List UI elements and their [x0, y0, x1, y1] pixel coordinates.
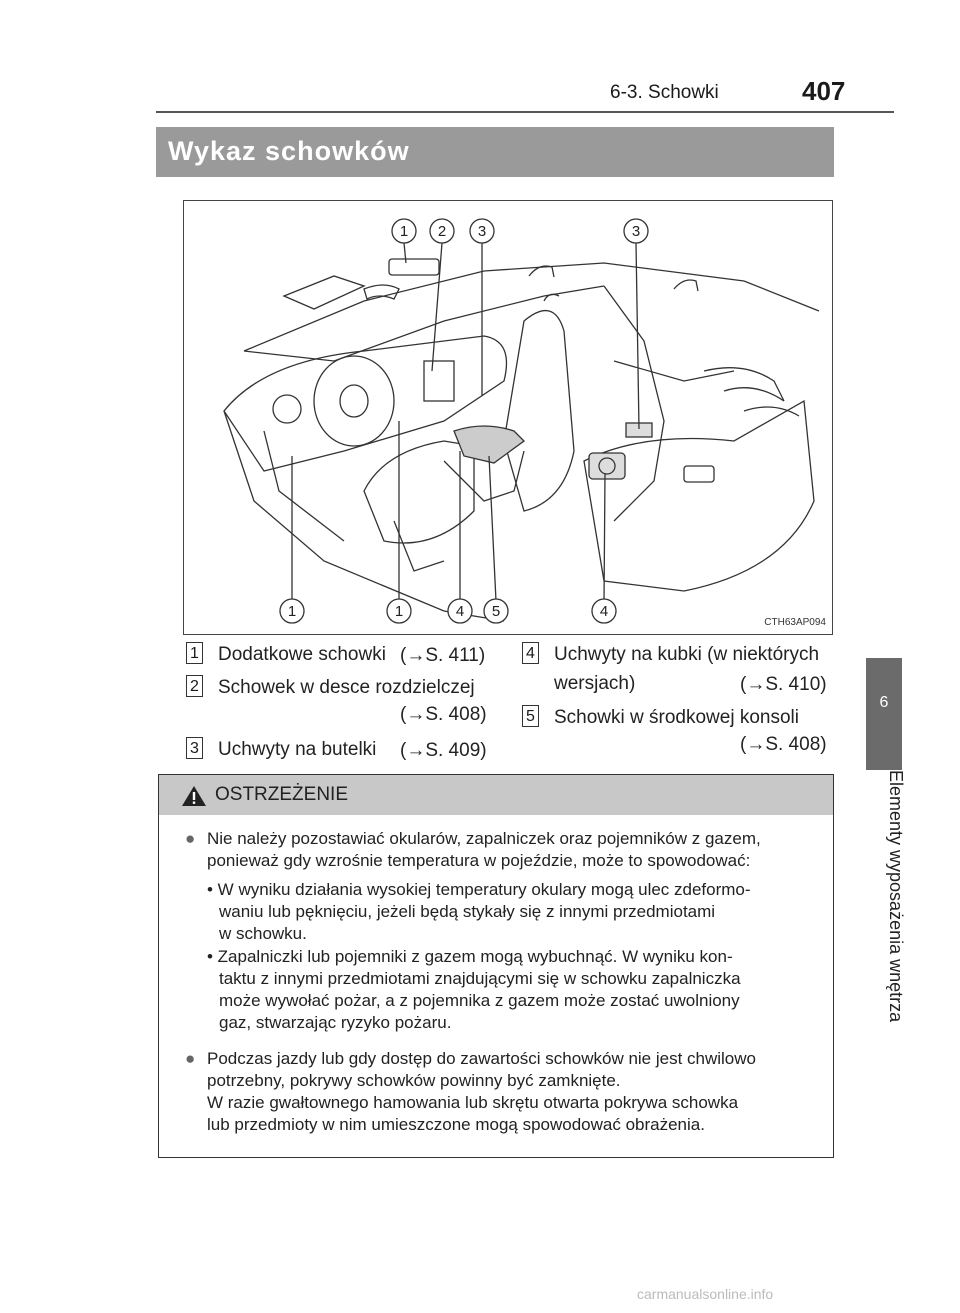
- rear-seat: [584, 401, 814, 591]
- roof-line: [244, 263, 819, 351]
- legend-number: 5: [522, 705, 539, 727]
- legend-item-ref: (→S. 409): [400, 740, 487, 761]
- warning-title: OSTRZEŻENIE: [215, 784, 349, 805]
- leader-4b-bottom: [604, 473, 605, 601]
- warning-subpoint-1: • W wyniku działania wysokiej temperatury okulary mogą ulec zdeformo- waniu lub pęknięciu, jeżeli będą stykały się z innymi przedmiotami w schowku.: [207, 880, 751, 943]
- legend-number: 4: [522, 642, 539, 664]
- glovebox: [424, 361, 454, 401]
- bullet-dot: ●: [185, 829, 196, 848]
- rear-cup-holder: [589, 453, 625, 479]
- header-rule: [156, 111, 894, 113]
- sun-visor: [284, 276, 364, 309]
- legend-number: 1: [186, 642, 203, 664]
- warning-subpoint-2: • Zapalniczki lub pojemniki z gazem mogą wybuchnąć. W wyniku kon- taktu z innymi przedmiotami znajdującymi się w schowku zapalniczka może wywołać pożar, a z pojemnika z gazem może zostać uwolniony gaz, stwarzając ryzyko pożaru.: [207, 947, 741, 1032]
- air-vent: [273, 395, 301, 423]
- legend-item-text: Schowek w desce rozdzielczej: [218, 677, 475, 698]
- steering-wheel: [314, 356, 394, 446]
- legend-item-text: Schowki w środkowej konsoli: [554, 707, 799, 728]
- chapter-title: Elementy wyposażenia wnętrza: [886, 770, 906, 1023]
- bullet-dot: ●: [185, 1049, 196, 1068]
- page-title: Wykaz schowków: [168, 136, 410, 166]
- leader-2-top: [432, 243, 442, 371]
- overhead-console: [389, 259, 439, 275]
- section-label: 6-3. Schowki: [610, 82, 719, 103]
- driver-seat: [364, 441, 474, 543]
- callout-label: 4: [599, 603, 609, 620]
- legend-number: 3: [186, 737, 203, 759]
- callout-label: 3: [477, 223, 487, 240]
- legend-item-text: Uchwyty na kubki (w niektórych: [554, 644, 820, 665]
- legend-item-ref: (→S. 411): [400, 645, 486, 666]
- leader-3b-top: [636, 243, 639, 429]
- leader-1-top: [404, 243, 406, 263]
- legend-item-text: Uchwyty na butelki: [218, 739, 377, 760]
- page-number: 407: [802, 76, 846, 106]
- callout-label: 1: [399, 223, 409, 240]
- callout-circles: [280, 219, 648, 623]
- warning-paragraph-1: Nie należy pozostawiać okularów, zapalniczek oraz pojemników z gazem, ponieważ gdy wzrośnie temperatura w pojeździe, może to spowodować:: [207, 829, 761, 870]
- figure-code: CTH63AP094: [764, 617, 826, 628]
- chapter-tab: 6: [866, 658, 902, 770]
- callout-label: 5: [491, 603, 501, 620]
- interior-figure: [183, 200, 833, 635]
- watermark: carmanualsonline.info: [637, 1286, 774, 1302]
- legend-item-ref: (→S. 410): [740, 674, 827, 695]
- passenger-seat: [504, 311, 574, 511]
- warning-paragraph-2: Podczas jazdy lub gdy dostęp do zawartości schowków nie jest chwilowo potrzebny, pokrywy schowków powinny być zamknięte. W razie gwałtownego hamowania lub skrętu otwarta pokrywa schowka lub przedmioty w nim umieszczone mogą spowodować obrażenia.: [207, 1049, 756, 1134]
- callout-label: 3: [631, 223, 641, 240]
- legend-item-ref: (→S. 408): [740, 734, 827, 755]
- legend-number: 2: [186, 675, 203, 697]
- legend-item-text: Dodatkowe schowki: [218, 644, 386, 665]
- callout-label: 1: [287, 603, 297, 620]
- leader-5-bottom: [489, 456, 496, 601]
- callout-label: 2: [437, 223, 447, 240]
- legend-item-ref: (→S. 408): [400, 704, 487, 725]
- windshield: [244, 286, 604, 361]
- callout-label: 4: [455, 603, 465, 620]
- callout-label: 1: [394, 603, 404, 620]
- legend-item-text-cont: wersjach): [554, 673, 636, 694]
- rear-door: [604, 286, 664, 521]
- car-interior-illustration: [184, 201, 832, 634]
- warning-icon: [181, 785, 207, 807]
